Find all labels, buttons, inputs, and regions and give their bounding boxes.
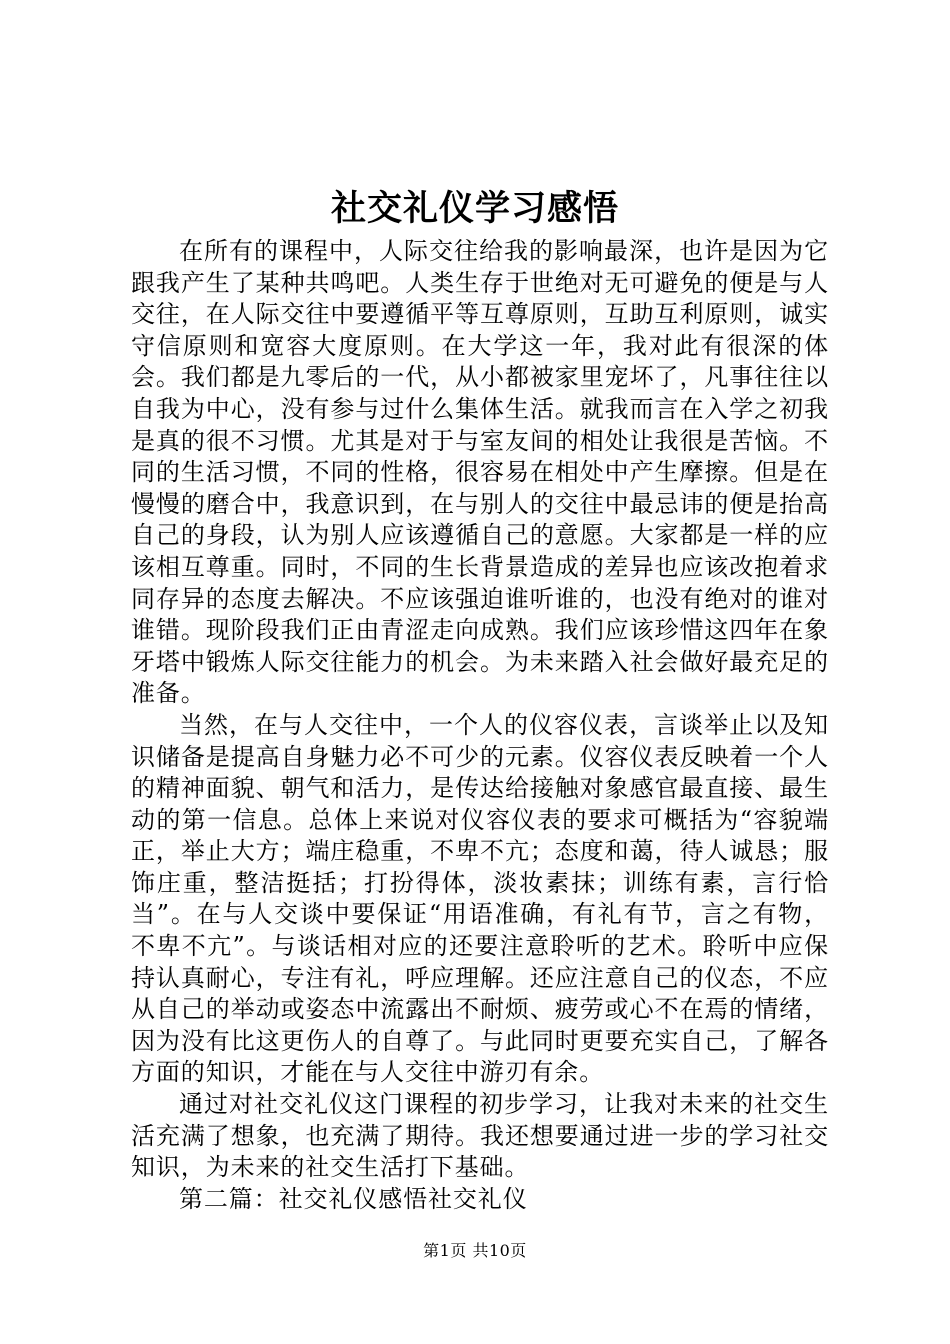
page-number-footer: 第1页 共10页 (423, 1241, 527, 1260)
section-heading: 第二篇：社交礼仪感悟社交礼仪 (179, 1184, 528, 1213)
body-paragraph: 在所有的课程中，人际交往给我的影响最深，也许是因为它跟我产生了某种共鸣吧。人类生存于世绝对无可避免的便是与人交往，在人际交往中要遵循平等互尊原则，互助互利原则，诚实守信原则和宽容大度原则。在大学这一年，我对此有很深的体会。我们都是九零后的一代，从小都被家里宠坏了，凡事往往以自我为中心，没有参与过什么集体生活。就我而言在入学之初我是真的很不习惯。尤其是对于与室友间的相处让我很是苦恼。不同的生活习惯，不同的性格，很容易在相处中产生摩擦。但是在慢慢的磨合中，我意识到，在与别人的交往中最忌讳的便是抬高自己的身段，认为别人应该遵循自己的意愿。大家都是一样的应该相互尊重。同时，不同的生长背景造成的差异也应该改抱着求同存异的态度去解决。不应该强迫谁听谁的，也没有绝对的谁对谁错。现阶段我们正由青涩走向成熟。我们应该珍惜这四年在象牙塔中锻炼人际交往能力的机会。为未来踏入社会做好最充足的准备。 (131, 237, 829, 708)
body-paragraph: 当然，在与人交往中，一个人的仪容仪表，言谈举止以及知识储备是提高自身魅力必不可少的元素。仪容仪表反映着一个人的精神面貌、朝气和活力，是传达给接触对象感官最直接、最生动的第一信息。总体上来说对仪容仪表的要求可概括为“容貌端正，举止大方；端庄稳重，不卑不亢；态度和蔼，待人诚恳；服饰庄重，整洁挺括；打扮得体，淡妆素抹；训练有素，言行恰当”。在与人交谈中要保证“用语准确，有礼有节，言之有物，不卑不亢”。与谈话相对应的还要注意聆听的艺术。聆听中应保持认真耐心，专注有礼，呼应理解。还应注意自己的仪态，不应从自己的举动或姿态中流露出不耐烦、疲劳或心不在焉的情绪，因为没有比这更伤人的自尊了。与此同时更要充实自己，了解各方面的知识，才能在与人交往中游刃有余。 (131, 710, 829, 1087)
body-paragraph: 通过对社交礼仪这门课程的初步学习，让我对未来的社交生活充满了想象，也充满了期待。我还想要通过进一步的学习社交知识，为未来的社交生活打下基础。 (131, 1090, 829, 1182)
document-title: 社交礼仪学习感悟 (330, 188, 619, 229)
document-body (131, 236, 829, 1215)
